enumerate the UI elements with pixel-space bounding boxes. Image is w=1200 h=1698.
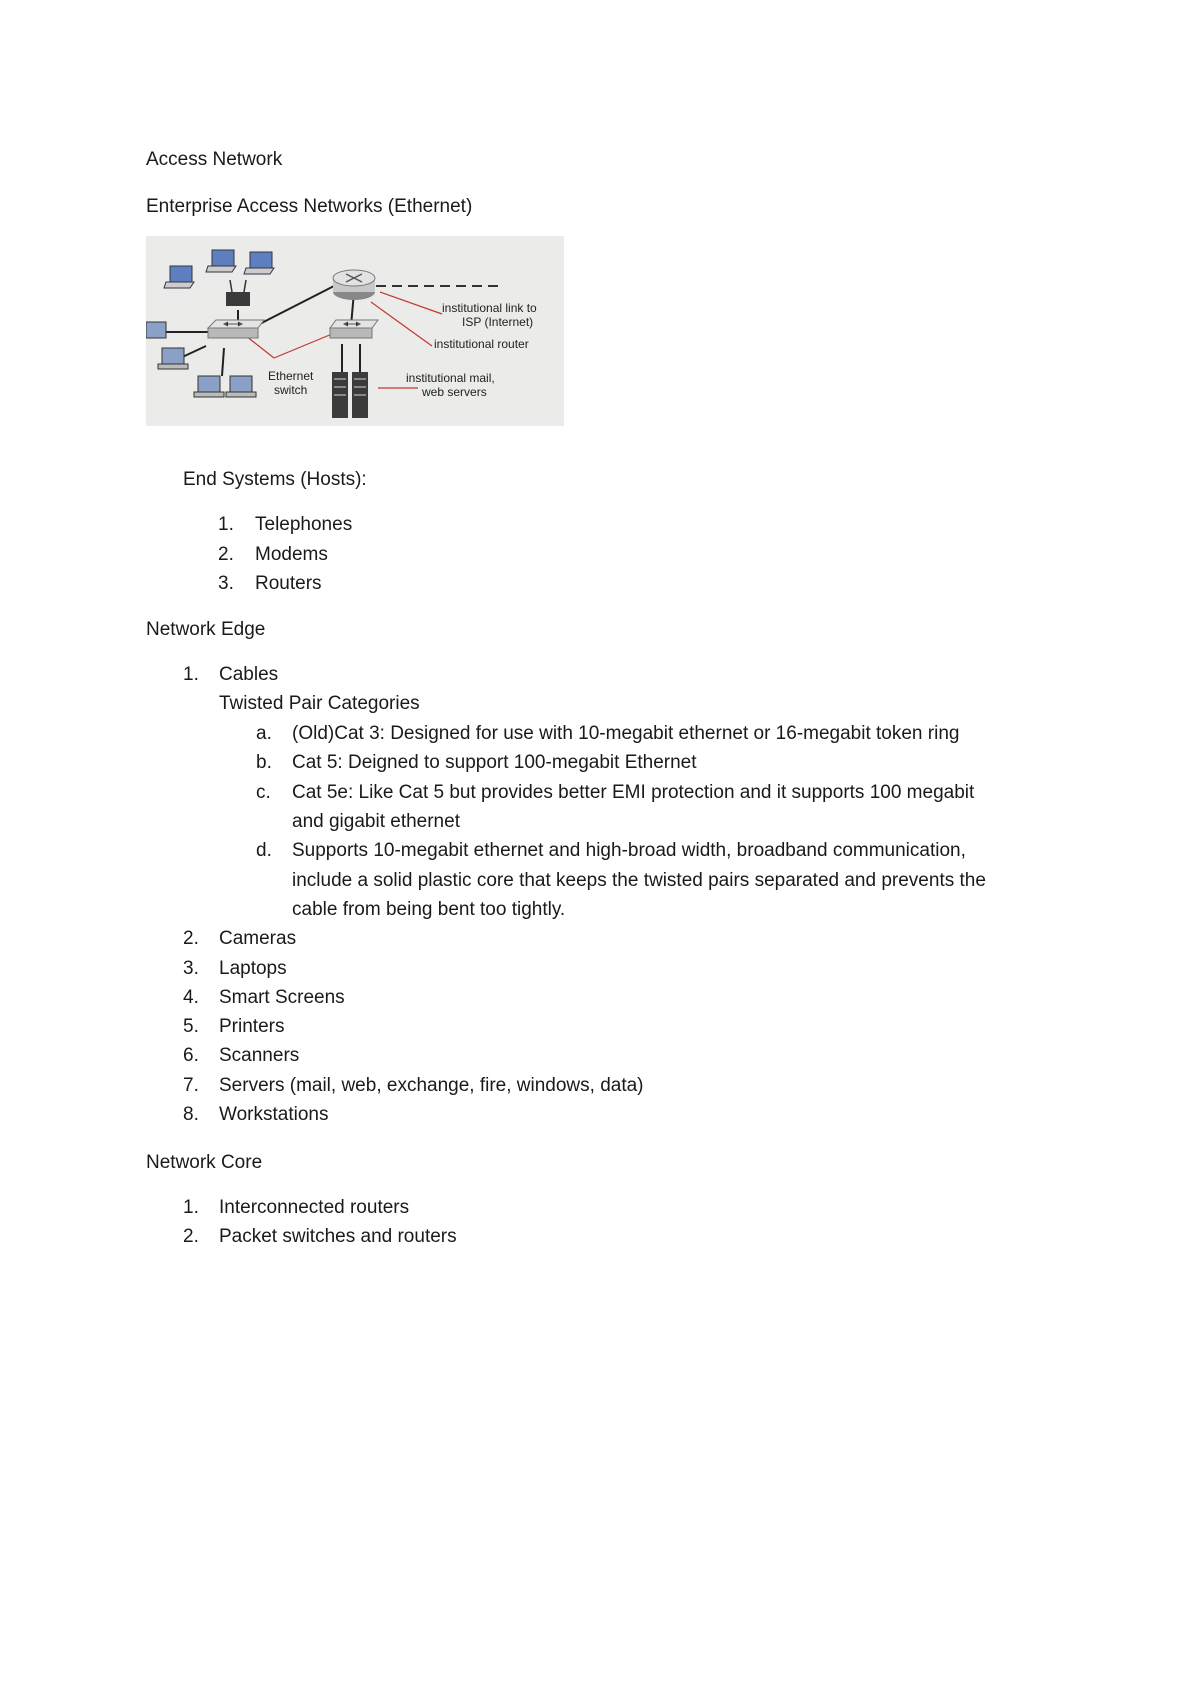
section-heading-network-edge: Network Edge — [146, 619, 266, 640]
list-item: Routers — [255, 573, 322, 594]
sublist-letter: c. — [256, 782, 271, 803]
sublist-item: Cat 5: Deigned to support 100-megabit Ethernet — [292, 752, 697, 773]
list-item: Cameras — [219, 928, 297, 949]
list-item: Scanners — [219, 1045, 300, 1066]
list-number: 3. — [183, 958, 199, 979]
sublist-item: Supports 10-megabit ethernet and high-broad width, broadband communication, — [292, 840, 966, 861]
list-item: Servers (mail, web, exchange, fire, windows, data) — [219, 1075, 644, 1096]
server-icon — [332, 372, 348, 418]
list-item: Printers — [219, 1016, 285, 1037]
sublist-item: (Old)Cat 3: Designed for use with 10-megabit ethernet or 16-megabit token ring — [292, 723, 960, 744]
list-item: Telephones — [255, 514, 353, 535]
list-number: 5. — [183, 1016, 199, 1037]
twisted-pair-heading: Twisted Pair Categories — [219, 693, 420, 714]
list-number: 6. — [183, 1045, 199, 1066]
sublist-letter: d. — [256, 840, 272, 861]
list-number: 7. — [183, 1075, 199, 1096]
sublist-item-continuation: cable from being bent too tightly. — [292, 899, 566, 920]
section-heading-enterprise: Enterprise Access Networks (Ethernet) — [146, 196, 473, 217]
figure-label-link: institutional link to — [442, 301, 537, 315]
list-number: 4. — [183, 987, 199, 1008]
figure-label-switch-1: Ethernet — [268, 369, 314, 383]
figure-label-router: institutional router — [434, 337, 529, 351]
computer-icon — [194, 376, 224, 397]
sublist-letter: b. — [256, 752, 272, 773]
figure-label-servers-1: institutional mail, — [406, 371, 495, 385]
list-number: 1. — [218, 514, 234, 535]
list-item: Workstations — [219, 1104, 329, 1125]
figure-label-isp: ISP (Internet) — [462, 315, 534, 329]
document-title: Access Network — [146, 149, 283, 170]
router-icon — [333, 270, 375, 300]
list-number: 1. — [183, 1197, 199, 1218]
list-number: 2. — [183, 928, 199, 949]
figure-label-servers-2: web servers — [422, 385, 487, 399]
list-item: Laptops — [219, 958, 287, 979]
list-item: Smart Screens — [219, 987, 345, 1008]
laptop-icon — [206, 250, 236, 272]
switch-icon — [330, 320, 378, 338]
sublist-item-continuation: and gigabit ethernet — [292, 811, 460, 832]
laptop-icon — [164, 266, 194, 288]
access-point-icon — [226, 280, 250, 306]
computer-icon — [158, 348, 188, 369]
list-number: 1. — [183, 664, 199, 685]
sublist-item-continuation: include a solid plastic core that keeps the twisted pairs separated and prevents the — [292, 870, 986, 891]
server-icon — [352, 372, 368, 418]
enterprise-network-diagram — [146, 236, 564, 426]
computer-icon — [226, 376, 256, 397]
list-item: Packet switches and routers — [219, 1226, 457, 1247]
list-number: 8. — [183, 1104, 199, 1125]
list-item: Modems — [255, 544, 328, 565]
section-heading-end-systems: End Systems (Hosts): — [183, 469, 367, 490]
computer-icon — [146, 322, 166, 338]
switch-icon — [208, 320, 264, 338]
list-number: 2. — [218, 544, 234, 565]
list-item: Interconnected routers — [219, 1197, 410, 1218]
list-number: 2. — [183, 1226, 199, 1247]
sublist-letter: a. — [256, 723, 272, 744]
section-heading-network-core: Network Core — [146, 1152, 263, 1173]
figure-label-switch-2: switch — [274, 383, 308, 397]
list-item: Cables — [219, 664, 279, 685]
list-number: 3. — [218, 573, 234, 594]
sublist-item: Cat 5e: Like Cat 5 but provides better EMI protection and it supports 100 megabit — [292, 782, 975, 803]
laptop-icon — [244, 252, 274, 274]
